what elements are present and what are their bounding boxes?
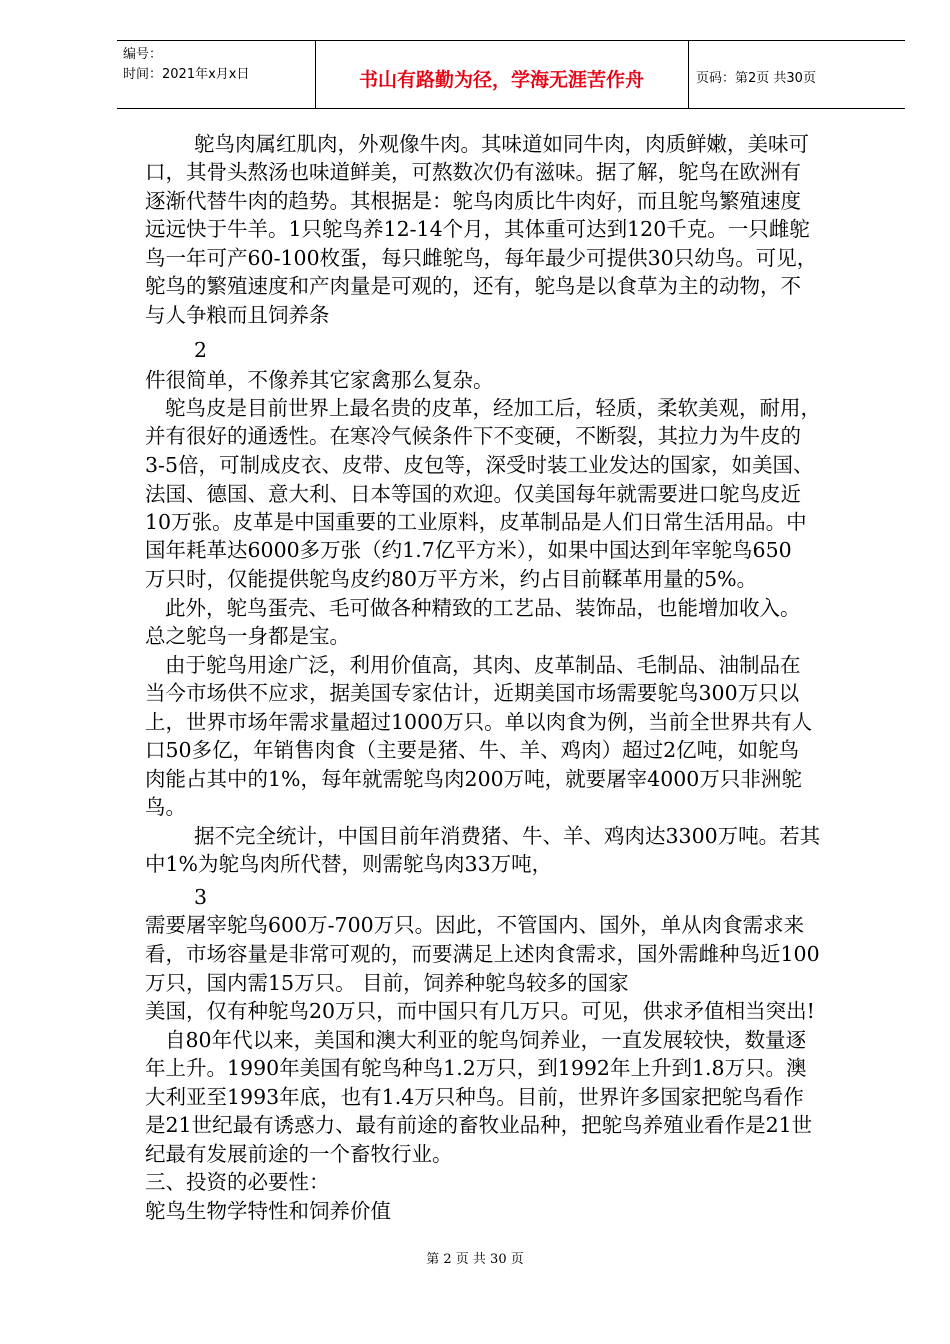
page-header (117, 40, 905, 109)
body-line: 大利亚至1993年底，也有1.4万只种鸟。目前，世界许多国家把鸵鸟看作 (145, 1085, 804, 1109)
body-line: 10万张。皮革是中国重要的工业原料，皮革制品是人们日常生活用品。中 (145, 510, 807, 534)
body-line: 万只，国内需15万只。 目前，饲养种鸵鸟较多的国家 (145, 971, 629, 995)
page-break-number: 2 (194, 338, 208, 362)
body-line: 鸟一年可产60-100枚蛋，每只雌鸵鸟，每年最少可提供30只幼鸟。可见， (145, 246, 818, 270)
body-line: 自80年代以来，美国和澳大利亚的鸵鸟饲养业，一直发展较快，数量逐 (165, 1028, 807, 1052)
body-line: 口，其骨头熬汤也味道鲜美，可熬数次仍有滋味。据了解，鸵鸟在欧洲有 (145, 160, 801, 184)
body-line: 鸟。 (145, 795, 186, 819)
body-line: 此外，鸵鸟蛋壳、毛可做各种精致的工艺品、装饰品，也能增加收入。 (165, 596, 801, 620)
body-line: 法国、德国、意大利、日本等国的欢迎。仅美国每年就需要进口鸵鸟皮近 (145, 482, 801, 506)
page-footer: 第 2 页 共 30 页 (426, 1252, 524, 1267)
body-line: 与人争粮而且饲养条 (145, 303, 330, 327)
header-page-cell (688, 41, 905, 108)
body-line: 鸵鸟肉属红肌肉，外观像牛肉。其味道如同牛肉，肉质鲜嫩，美味可 (194, 132, 809, 156)
body-line: 远远快于牛羊。1只鸵鸟养12-14个月，其体重可达到120千克。一只雌鸵 (145, 217, 810, 241)
body-line: 鸵鸟的繁殖速度和产肉量是可观的，还有，鸵鸟是以食草为主的动物，不 (145, 274, 801, 298)
body-line: 纪最有发展前途的一个畜牧行业。 (145, 1142, 453, 1166)
page-break-number: 3 (194, 885, 208, 909)
body-line: 万只时，仅能提供鸵鸟皮约80万平方米，约占目前鞣革用量的5%。 (145, 567, 758, 591)
section-heading: 三、投资的必要性： (145, 1170, 330, 1194)
body-line: 3-5倍，可制成皮衣、皮带、皮包等，深受时装工业发达的国家，如美国、 (145, 453, 814, 477)
body-line: 逐渐代替牛肉的趋势。其根据是：鸵鸟肉质比牛肉好，而且鸵鸟繁殖速度 (145, 189, 801, 213)
document-time-label: 时间：2021年x月x日 (123, 67, 250, 82)
header-motto-cell (315, 41, 689, 108)
body-line: 肉能占其中的1%，每年就需鸵鸟肉200万吨，就要屠宰4000万只非洲鸵 (145, 767, 802, 791)
body-line: 是21世纪最有诱惑力、最有前途的畜牧业品种，把鸵鸟养殖业看作是21世 (145, 1113, 813, 1137)
body-line: 年上升。1990年美国有鸵鸟种鸟1.2万只，到1992年上升到1.8万只。澳 (145, 1056, 807, 1080)
body-line: 美国，仅有种鸵鸟20万只，而中国只有几万只。可见，供求矛值相当突出! (145, 999, 815, 1023)
body-line: 鸵鸟生物学特性和饲养价值 (145, 1199, 391, 1223)
body-line: 需要屠宰鸵鸟600万-700万只。因此，不管国内、国外，单从肉食需求来 (145, 913, 805, 937)
body-line: 总之鸵鸟一身都是宝。 (145, 624, 350, 648)
header-meta-cell (117, 41, 316, 108)
body-line: 中1%为鸵鸟肉所代替，则需鸵鸟肉33万吨， (145, 852, 553, 876)
body-line: 口50多亿，年销售肉食（主要是猪、牛、羊、鸡肉）超过2亿吨，如鸵鸟 (145, 738, 800, 762)
document-number-label: 编号： (123, 47, 163, 62)
body-line: 由于鸵鸟用途广泛，利用价值高，其肉、皮革制品、毛制品、油制品在 (165, 653, 801, 677)
body-line: 国年耗革达6000多万张（约1.7亿平方米），如果中国达到年宰鸵鸟650 (145, 538, 792, 562)
body-line: 当今市场供不应求，据美国专家估计，近期美国市场需要鸵鸟300万只以 (145, 681, 800, 705)
body-line: 看，市场容量是非常可观的，而要满足上述肉食需求，国外需雌种鸟近100 (145, 942, 820, 966)
body-line: 件很简单，不像养其它家禽那么复杂。 (145, 368, 494, 392)
body-line: 鸵鸟皮是目前世界上最名贵的皮革，经加工后，轻质，柔软美观，耐用， (165, 396, 821, 420)
header-page-info: 页码：第2页 共30页 (696, 71, 816, 86)
body-line: 上，世界市场年需求量超过1000万只。单以肉食为例，当前全世界共有人 (145, 710, 813, 734)
body-line: 并有很好的通透性。在寒冷气候条件下不变硬，不断裂，其拉力为牛皮的 (145, 424, 801, 448)
body-line: 据不完全统计，中国目前年消费猪、牛、羊、鸡肉达3300万吨。若其 (194, 824, 821, 848)
header-motto: 书山有路勤为径，学海无涯苦作舟 (358, 69, 644, 91)
